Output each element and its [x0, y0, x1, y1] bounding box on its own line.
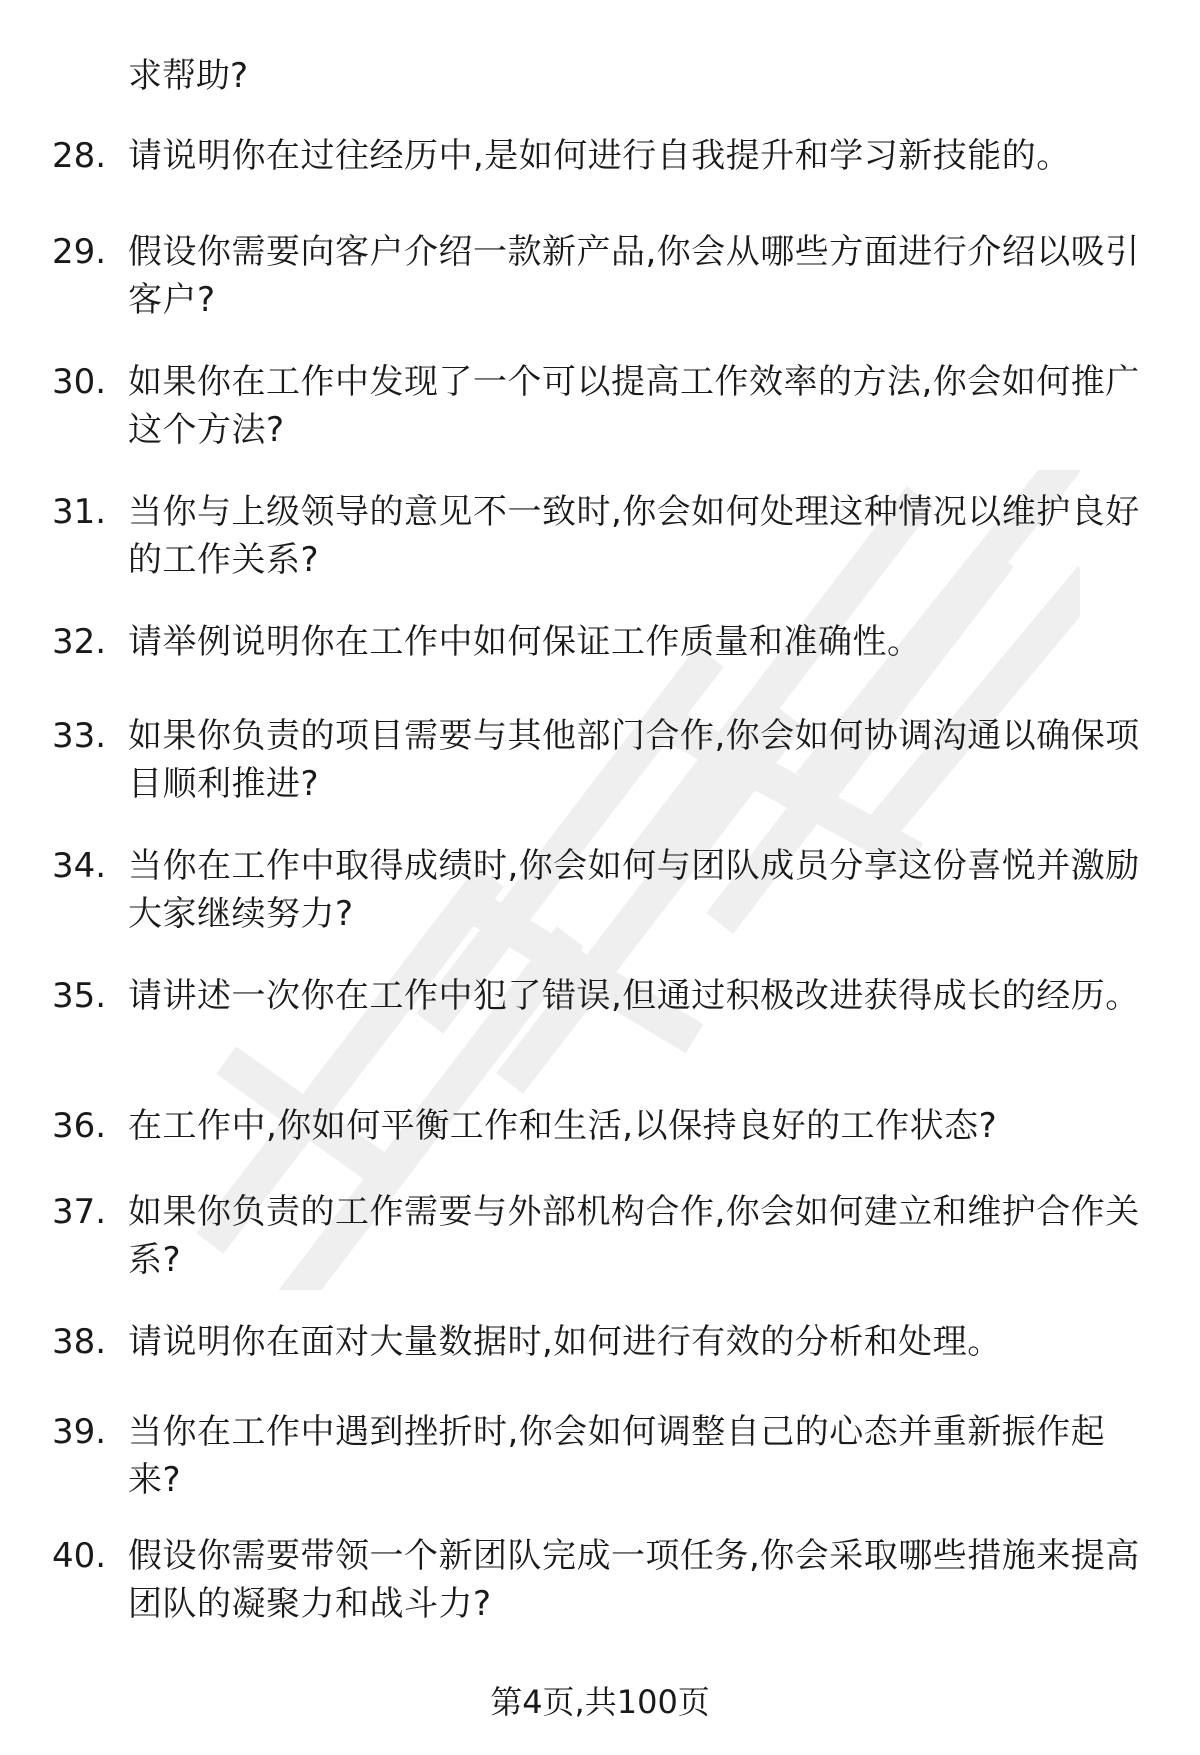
question-number: 39.	[52, 1412, 107, 1452]
question-text: 如果你负责的项目需要与其他部门合作,你会如何协调沟通以确保项目顺利推进?	[128, 716, 1140, 804]
question-number: 34.	[52, 846, 107, 886]
question-number: 33.	[52, 716, 107, 756]
question-number: 32.	[52, 622, 107, 662]
continuation-text: 求帮助?	[128, 56, 249, 96]
question-text: 如果你负责的工作需要与外部机构合作,你会如何建立和维护合作关系?	[128, 1192, 1140, 1280]
question-text: 请讲述一次你在工作中犯了错误,但通过积极改进获得成长的经历。	[128, 976, 1140, 1016]
question-number: 28.	[52, 136, 107, 176]
question-text: 如果你在工作中发现了一个可以提高工作效率的方法,你会如何推广这个方法?	[128, 362, 1140, 450]
question-number: 37.	[52, 1192, 107, 1232]
question-text: 当你在工作中取得成绩时,你会如何与团队成员分享这份喜悦并激励大家继续努力?	[128, 846, 1140, 934]
question-number: 29.	[52, 232, 107, 272]
question-text: 在工作中,你如何平衡工作和生活,以保持良好的工作状态?	[128, 1106, 998, 1146]
question-text: 请举例说明你在工作中如何保证工作质量和准确性。	[128, 622, 922, 662]
question-text: 当你与上级领导的意见不一致时,你会如何处理这种情况以维护良好的工作关系?	[128, 492, 1140, 580]
question-number: 31.	[52, 492, 107, 532]
page-footer: 第4页,共100页	[490, 1683, 710, 1721]
question-number: 30.	[52, 362, 107, 402]
question-number: 38.	[52, 1322, 107, 1362]
question-text: 假设你需要带领一个新团队完成一项任务,你会采取哪些措施来提高团队的凝聚力和战斗力?	[128, 1536, 1140, 1624]
question-number: 35.	[52, 976, 107, 1016]
question-text: 请说明你在过往经历中,是如何进行自我提升和学习新技能的。	[128, 136, 1071, 176]
question-number: 40.	[52, 1536, 107, 1576]
question-text: 当你在工作中遇到挫折时,你会如何调整自己的心态并重新振作起来?	[128, 1412, 1106, 1500]
question-text: 请说明你在面对大量数据时,如何进行有效的分析和处理。	[128, 1322, 1002, 1362]
question-text: 假设你需要向客户介绍一款新产品,你会从哪些方面进行介绍以吸引客户?	[128, 232, 1140, 320]
question-number: 36.	[52, 1106, 107, 1146]
